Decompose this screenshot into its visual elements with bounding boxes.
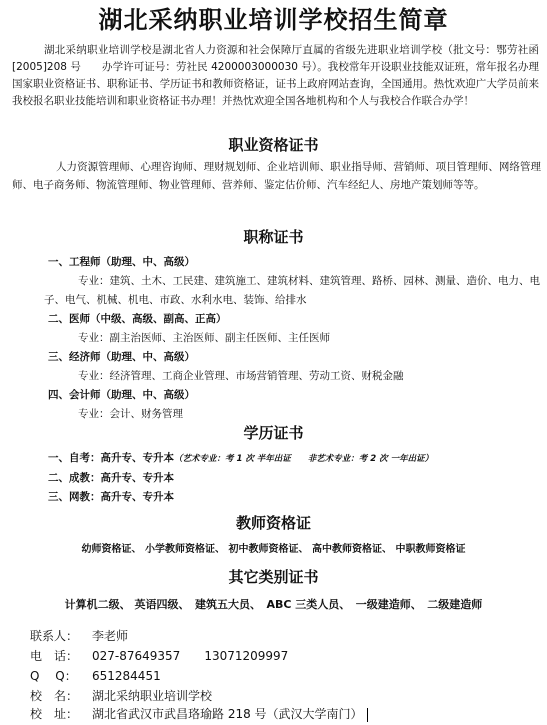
text-cursor	[367, 708, 368, 722]
education-item	[48, 449, 547, 469]
teacher-cert-list: 幼师资格证、 小学教师资格证、 初中教师资格证、 高中教师资格证、 中职教师资格证	[81, 544, 466, 555]
online-education-item: 三、网教：高升专、专升本	[48, 491, 174, 503]
self-study-heading: 一、自考：高升专、专升本	[48, 452, 174, 464]
vocational-section	[0, 134, 547, 194]
accountant-majors: 专业：会计、财务管理	[78, 408, 183, 420]
qq-row	[30, 666, 161, 686]
qq-label: Q Q：	[30, 669, 77, 683]
professional-title: 职称证书	[243, 228, 304, 246]
school-label: 校 名：	[30, 689, 79, 703]
economist-majors: 专业：经济管理、工商企业管理、市场营销管理、劳动工资、财税金融	[78, 370, 404, 382]
doctor-majors: 专业：副主治医师、主治医师、副主任医师、主任医师	[78, 332, 330, 344]
accountant-heading: 四、会计师（助理、中、高级）	[48, 389, 195, 401]
other-cert-list: 计算机二级、 英语四级、 建筑五大员、 ABC 三类人员、 一级建造师、 二级建造师	[64, 598, 483, 611]
engineer-majors: 专业：建筑、土木、工民建、建筑施工、建筑材料、建筑管理、路桥、园林、测量、造价、电力、电子、电气、机械、机电、市政、水利水电、装饰、给排水	[44, 275, 540, 306]
self-study-note: （艺术专业：考 1 次 半年出证 非艺术专业：考 2 次 一年出证）	[174, 454, 434, 464]
other-title: 其它类别证书	[228, 568, 319, 586]
doctor-heading: 二、医师（中级、高级、副高、正高）	[48, 313, 227, 325]
teacher-section	[0, 512, 547, 555]
contact-person: 李老师	[92, 629, 129, 643]
school-row	[30, 686, 212, 706]
qq-number: 651284451	[92, 669, 161, 683]
education-title: 学历证书	[243, 424, 304, 442]
contact-person-row	[30, 626, 128, 646]
school-address: 湖北省武汉市武昌珞瑜路 218 号（武汉大学南门）	[92, 707, 363, 721]
address-row	[30, 704, 368, 724]
adult-education-item: 二、成教：高升专、专升本	[48, 472, 174, 484]
engineer-heading: 一、工程师（助理、中、高级）	[48, 256, 195, 268]
contact-person-label: 联系人：	[30, 629, 79, 643]
education-section	[0, 422, 547, 507]
phone-number: 027-87649357 13071209997	[92, 649, 289, 663]
phone-label: 电 话：	[30, 649, 79, 663]
vocational-title: 职业资格证书	[228, 136, 319, 154]
phone-row	[30, 646, 288, 666]
professional-section	[0, 226, 547, 424]
teacher-title: 教师资格证	[235, 514, 311, 532]
page-title: 湖北采纳职业培训学校招生简章	[98, 6, 449, 34]
address-label: 校 址：	[30, 707, 79, 721]
other-section	[0, 566, 547, 612]
economist-heading: 三、经济师（助理、中、高级）	[48, 351, 195, 363]
school-name: 湖北采纳职业培训学校	[92, 689, 213, 703]
vocational-list: 人力资源管理师、心理咨询师、理财规划师、企业培训师、职业指导师、营销师、项目管理师、网络管理师、电子商务师、物流管理师、物业管理师、营养师、鉴定估价师、汽车经纪人、房地产策划师等等。	[12, 161, 541, 191]
intro-paragraph: 湖北采纳职业培训学校是湖北省人力资源和社会保障厅直属的省级先进职业培训学校（批文号：鄂劳社函[2005]208 号 办学许可证号：劳社民 4200003000030 号）。我校常年开设职业技能双证班，常年报名办理国家职业资格证书、职称证书、学历证书和教师资格证，证书上政府网站查询，全国通用。热忱欢迎广大学员前来我校报名职业技能培训和职业资格证书办理！并热忱欢迎全国各地机构和个人与我校合作联合办学！	[12, 44, 539, 107]
